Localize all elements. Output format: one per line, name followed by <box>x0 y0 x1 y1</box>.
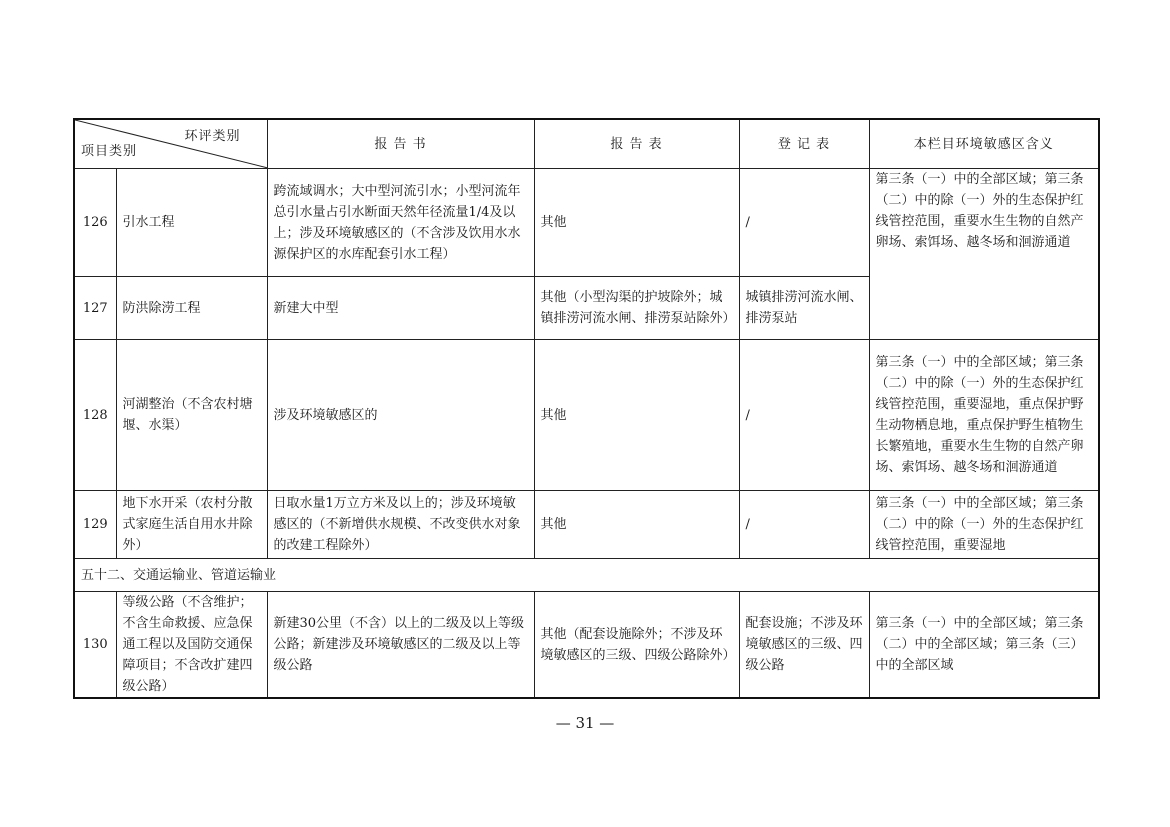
section-title: 五十二、交通运输业、管道运输业 <box>74 559 1099 592</box>
row-register: / <box>739 169 869 277</box>
row-name: 等级公路（不含维护；不含生命救援、应急保通工程以及国防交通保障项目；不含改扩建四级公路） <box>116 592 267 699</box>
row-register: / <box>739 340 869 491</box>
row-number: 129 <box>74 491 116 559</box>
row-report-book: 日取水量1万立方米及以上的；涉及环境敏感区的（不新增供水规模、不改变供水对象的改建工程除外） <box>267 491 534 559</box>
row-report-book: 涉及环境敏感区的 <box>267 340 534 491</box>
row-number: 126 <box>74 169 116 277</box>
row-sensitive: 第三条（一）中的全部区域；第三条（二）中的除（一）外的生态保护红线管控范围，重要湿地，重点保护野生动物栖息地，重点保护野生植物生长繁殖地，重要水生生物的自然产卵场、索饵场、越冬场和洄游通道 <box>869 340 1099 491</box>
row-name: 地下水开采（农村分散式家庭生活自用水井除外） <box>116 491 267 559</box>
header-sensitive: 本栏目环境敏感区含义 <box>869 119 1099 169</box>
row-report-form: 其他（配套设施除外；不涉及环境敏感区的三级、四级公路除外） <box>534 592 739 699</box>
corner-top-label: 环评类别 <box>184 129 241 144</box>
row-number: 128 <box>74 340 116 491</box>
header-report-form: 报 告 表 <box>534 119 739 169</box>
row-number: 127 <box>74 277 116 340</box>
row-name: 河湖整治（不含农村塘堰、水渠） <box>116 340 267 491</box>
row-report-form: 其他（小型沟渠的护坡除外；城镇排涝河流水闸、排涝泵站除外） <box>534 277 739 340</box>
row-report-form: 其他 <box>534 491 739 559</box>
corner-bottom-label: 项目类别 <box>81 144 138 159</box>
table-header <box>74 119 1099 169</box>
row-register: 配套设施；不涉及环境敏感区的三级、四级公路 <box>739 592 869 699</box>
row-name: 防洪除涝工程 <box>116 277 267 340</box>
page-number: — 31 — <box>555 714 615 732</box>
row-name: 引水工程 <box>116 169 267 277</box>
row-sensitive: 第三条（一）中的全部区域；第三条（二）中的除（一）外的生态保护红线管控范围，重要水生生物的自然产卵场、索饵场、越冬场和洄游通道 <box>869 169 1099 340</box>
row-report-book: 新建30公里（不含）以上的二级及以上等级公路；新建涉及环境敏感区的二级及以上等级公路 <box>267 592 534 699</box>
row-register: / <box>739 491 869 559</box>
row-sensitive: 第三条（一）中的全部区域；第三条（二）中的全部区域；第三条（三）中的全部区域 <box>869 592 1099 699</box>
row-number: 130 <box>74 592 116 699</box>
row-report-form: 其他 <box>534 169 739 277</box>
classification-table <box>73 118 1100 699</box>
row-register: 城镇排涝河流水闸、排涝泵站 <box>739 277 869 340</box>
row-sensitive: 第三条（一）中的全部区域；第三条（二）中的除（一）外的生态保护红线管控范围，重要湿地 <box>869 491 1099 559</box>
row-report-book: 新建大中型 <box>267 277 534 340</box>
table-row <box>74 169 1099 277</box>
table-row <box>74 491 1099 559</box>
row-report-book: 跨流域调水；大中型河流引水；小型河流年总引水量占引水断面天然年径流量1/4及以上；涉及环境敏感区的（不含涉及饮用水水源保护区的水库配套引水工程） <box>267 169 534 277</box>
header-corner-cell <box>74 119 267 169</box>
header-report-book: 报 告 书 <box>267 119 534 169</box>
table-row <box>74 340 1099 491</box>
header-register: 登 记 表 <box>739 119 869 169</box>
row-report-form: 其他 <box>534 340 739 491</box>
section-row <box>74 559 1099 592</box>
table-row <box>74 592 1099 699</box>
